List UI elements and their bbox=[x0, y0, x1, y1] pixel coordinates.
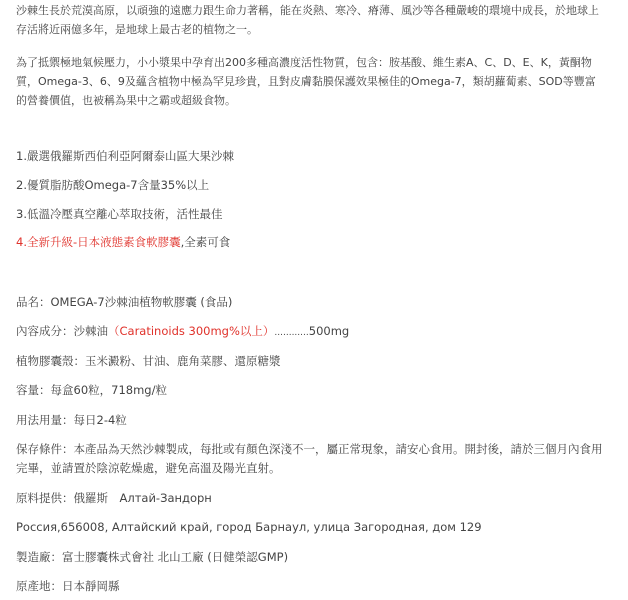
origin: 原產地：日本靜岡縣 bbox=[16, 579, 120, 593]
supplier: 原料提供：俄羅斯 Алтай-Зандорн bbox=[16, 491, 212, 505]
manufacturer: 製造廠：富士膠囊株式會社 北山工廠 (日健榮認GMP) bbox=[16, 550, 289, 564]
intro-paragraph-1: 沙棘生長於荒漠高原，以頑強的遠應力跟生命力著稱，能在炎熱、寒冷、瘠薄、風沙等各種嚴峻的環境中成長，於地球上存活將近兩億多年，是地球上最古老的植物之一。 bbox=[16, 4, 599, 36]
intro-paragraph-2: 為了抵禦極地氣候壓力，小小漿果中孕育出200多種高濃度活性物質，包含：胺基酸、維生素A、C、D、E、K，黃酮物質，Omega-3、6、9及蘊含植物中極為罕見珍貴，且對皮膚黏膜保護效果極佳的Omega-7，類胡蘿蔔素、SOD等豐富的營養價值，也被稱為果中之霸或超級食物。 bbox=[16, 56, 596, 107]
capsule-shell: 植物膠囊殼：玉米澱粉、甘油、鹿角菜膠、還原糖漿 bbox=[16, 354, 281, 368]
feature-1: 1.嚴選俄羅斯西伯利亞阿爾泰山區大果沙棘 bbox=[16, 149, 234, 163]
capacity: 容量：每盒60粒，718mg/粒 bbox=[16, 383, 167, 397]
supplier-address: Россия,656008, Алтайский край, город Барнаул, улица Загородная, дом 129 bbox=[16, 520, 482, 534]
storage-conditions: 保存條件：本產品為天然沙棘製成，每批或有顏色深淺不一，屬正常現象，請安心食用。開封後，請於三個月內食用完畢，並請置於陰涼乾燥處，避免高溫及陽光直射。 bbox=[16, 442, 603, 475]
feature-4-number: 4. bbox=[16, 235, 27, 249]
usage: 用法用量：每日2-4粒 bbox=[16, 413, 127, 427]
product-name: 品名：OMEGA-7沙棘油植物軟膠囊 (食品) bbox=[16, 295, 233, 309]
feature-4-highlight: 全新升級-日本液態素食軟膠囊 bbox=[26, 235, 181, 249]
feature-4-rest: ,全素可食 bbox=[180, 235, 231, 249]
content-label: 內容成分：沙棘油 bbox=[16, 324, 108, 338]
feature-4 bbox=[16, 233, 230, 252]
content-line bbox=[16, 322, 349, 343]
feature-3: 3.低溫冷壓真空離心萃取技術，活性最佳 bbox=[16, 207, 223, 221]
content-dots: ............ bbox=[274, 328, 309, 338]
content-paren: （Caratinoids 300mg%以上） bbox=[108, 324, 275, 338]
content-amount: 500mg bbox=[308, 324, 350, 338]
feature-2: 2.優質脂肪酸Omega-7含量35%以上 bbox=[16, 178, 210, 192]
